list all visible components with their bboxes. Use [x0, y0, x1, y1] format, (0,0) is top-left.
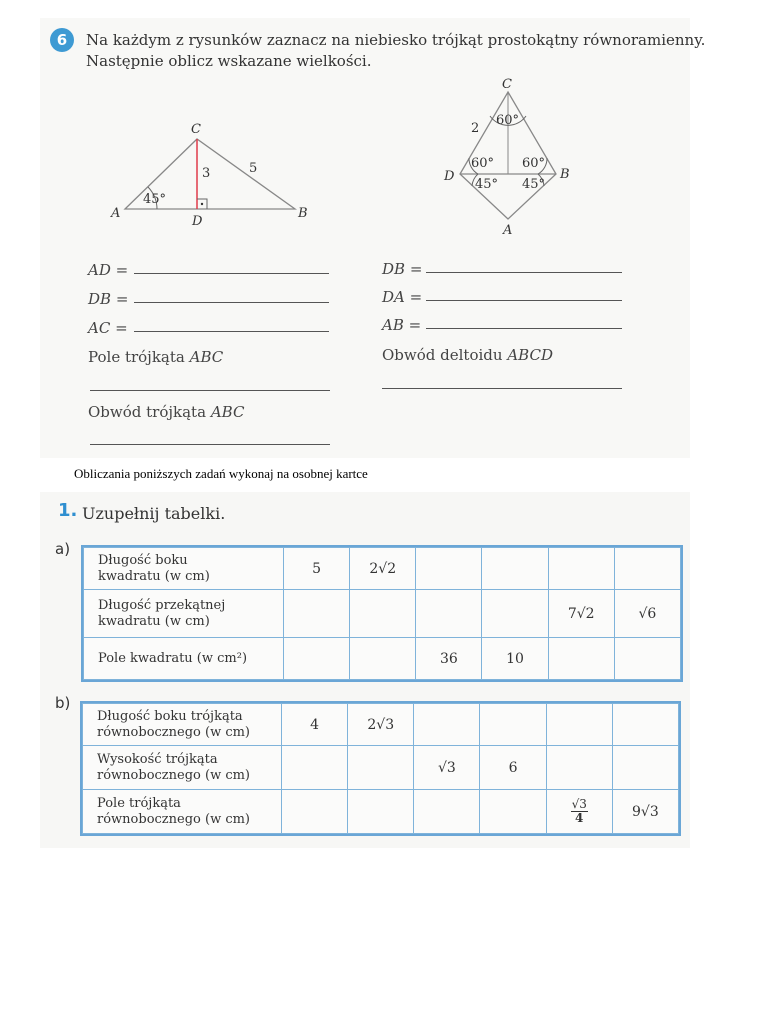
formula-perimeter-kite: Obwód deltoidu ABCD	[382, 346, 553, 364]
formula-db-right: DB =	[382, 260, 423, 278]
table-cell[interactable]	[612, 704, 678, 746]
task-instruction-line1: Na każdym z rysunków zaznacz na niebiesko trójkąt prostokątny równoramienny.	[86, 31, 706, 49]
table-cell[interactable]	[416, 548, 482, 590]
triangle-label-c: C	[191, 122, 201, 137]
answer-line-perimeter-kite[interactable]	[382, 388, 622, 389]
table-cell[interactable]	[350, 590, 416, 638]
fraction	[571, 798, 588, 825]
task-number-badge: 6	[50, 28, 74, 52]
table-row	[83, 746, 679, 790]
table-cell[interactable]	[348, 746, 414, 790]
row-header: Pole trójkąta równobocznego (w cm)	[83, 790, 282, 834]
table-cell[interactable]	[416, 590, 482, 638]
row-header: Długość przekątnej kwadratu (w cm)	[84, 590, 284, 638]
triangle-label-a: A	[111, 206, 121, 221]
kite-angle-top: 60°	[496, 113, 520, 128]
table-cell[interactable]: 6	[480, 746, 546, 790]
table-cell[interactable]	[614, 638, 680, 680]
square-table	[83, 547, 681, 680]
triangle-label-d: D	[192, 214, 203, 229]
table-cell[interactable]	[414, 704, 480, 746]
table-row	[83, 704, 679, 746]
exercise-title: Uzupełnij tabelki.	[82, 504, 226, 523]
formula-ac: AC =	[88, 319, 128, 337]
kite-angle-left-top: 60°	[471, 156, 495, 171]
answer-line-perimeter-triangle[interactable]	[90, 444, 330, 445]
row-header: Długość boku kwadratu (w cm)	[84, 548, 284, 590]
table-row	[84, 548, 681, 590]
kite-figure	[438, 74, 588, 239]
table-row	[84, 638, 681, 680]
triangle-height-label: 3	[202, 166, 211, 181]
triangle-label-b: B	[298, 206, 308, 221]
table-cell[interactable]	[614, 548, 680, 590]
table-cell[interactable]: √6	[614, 590, 680, 638]
table-cell[interactable]: 10	[482, 638, 548, 680]
triangle-figure	[105, 115, 325, 230]
table-cell[interactable]	[548, 548, 614, 590]
table-cell[interactable]: 5	[284, 548, 350, 590]
table-cell[interactable]	[482, 590, 548, 638]
row-header: Wysokość trójkąta równobocznego (w cm)	[83, 746, 282, 790]
fraction-numerator: √3	[571, 797, 587, 811]
table-cell[interactable]	[350, 638, 416, 680]
table-cell[interactable]	[482, 548, 548, 590]
table-cell[interactable]: 2√2	[350, 548, 416, 590]
instruction-note: Obliczania poniższych zadań wykonaj na osobnej kartce	[74, 466, 368, 481]
table-cell[interactable]: 9√3	[612, 790, 678, 834]
table-cell[interactable]	[282, 746, 348, 790]
table-cell[interactable]: 2√3	[348, 704, 414, 746]
fraction-denominator: 4	[575, 811, 584, 825]
part-b-label: b)	[55, 694, 71, 712]
formula-area-triangle: Pole trójkąta ABC	[88, 348, 224, 366]
kite-label-a: A	[503, 223, 513, 238]
table-cell[interactable]	[612, 746, 678, 790]
table-row	[83, 790, 679, 834]
formula-ab: AB =	[382, 316, 422, 334]
formula-perimeter-triangle: Obwód trójkąta ABC	[88, 403, 245, 421]
table-cell[interactable]	[348, 790, 414, 834]
answer-line-ac[interactable]	[134, 331, 329, 332]
triangle-angle-label: 45°	[143, 192, 167, 207]
row-header: Długość boku trójkąta równobocznego (w cm)	[83, 704, 282, 746]
formula-da: DA =	[382, 288, 423, 306]
formula-ad: AD =	[88, 261, 129, 279]
table-cell[interactable]	[480, 790, 546, 834]
answer-line-ab[interactable]	[426, 328, 622, 329]
formula-db-left: DB =	[88, 290, 129, 308]
table-cell[interactable]	[414, 790, 480, 834]
table-cell-fraction[interactable]	[546, 790, 612, 834]
triangle-table	[82, 703, 679, 834]
kite-side-cd-label: 2	[471, 121, 480, 136]
kite-label-b: B	[560, 167, 570, 182]
task6-scan-area	[40, 18, 690, 458]
table-cell[interactable]	[282, 790, 348, 834]
triangle-side-label: 5	[249, 161, 258, 176]
table-cell[interactable]	[284, 638, 350, 680]
table-cell[interactable]	[480, 704, 546, 746]
task-instruction-line2: Następnie oblicz wskazane wielkości.	[86, 52, 372, 70]
kite-label-c: C	[502, 77, 512, 92]
table-cell[interactable]	[546, 704, 612, 746]
table-cell[interactable]	[548, 638, 614, 680]
answer-line-db-left[interactable]	[134, 302, 329, 303]
kite-label-d: D	[444, 169, 455, 184]
table-cell[interactable]: 36	[416, 638, 482, 680]
kite-angle-left-bottom: 45°	[475, 177, 499, 192]
table-cell[interactable]: 4	[282, 704, 348, 746]
answer-line-area[interactable]	[90, 390, 330, 391]
answer-line-da[interactable]	[426, 300, 622, 301]
part-a-label: a)	[55, 540, 71, 558]
kite-angle-right-top: 60°	[522, 156, 546, 171]
table-cell[interactable]: 7√2	[548, 590, 614, 638]
table-cell[interactable]: √3	[414, 746, 480, 790]
table-cell[interactable]	[284, 590, 350, 638]
table-cell[interactable]	[546, 746, 612, 790]
row-header: Pole kwadratu (w cm²)	[84, 638, 284, 680]
answer-line-ad[interactable]	[134, 273, 329, 274]
answer-line-db-right[interactable]	[426, 272, 622, 273]
exercise-number: 1.	[58, 500, 78, 521]
table-row	[84, 590, 681, 638]
kite-angle-right-bottom: 45°	[522, 177, 546, 192]
